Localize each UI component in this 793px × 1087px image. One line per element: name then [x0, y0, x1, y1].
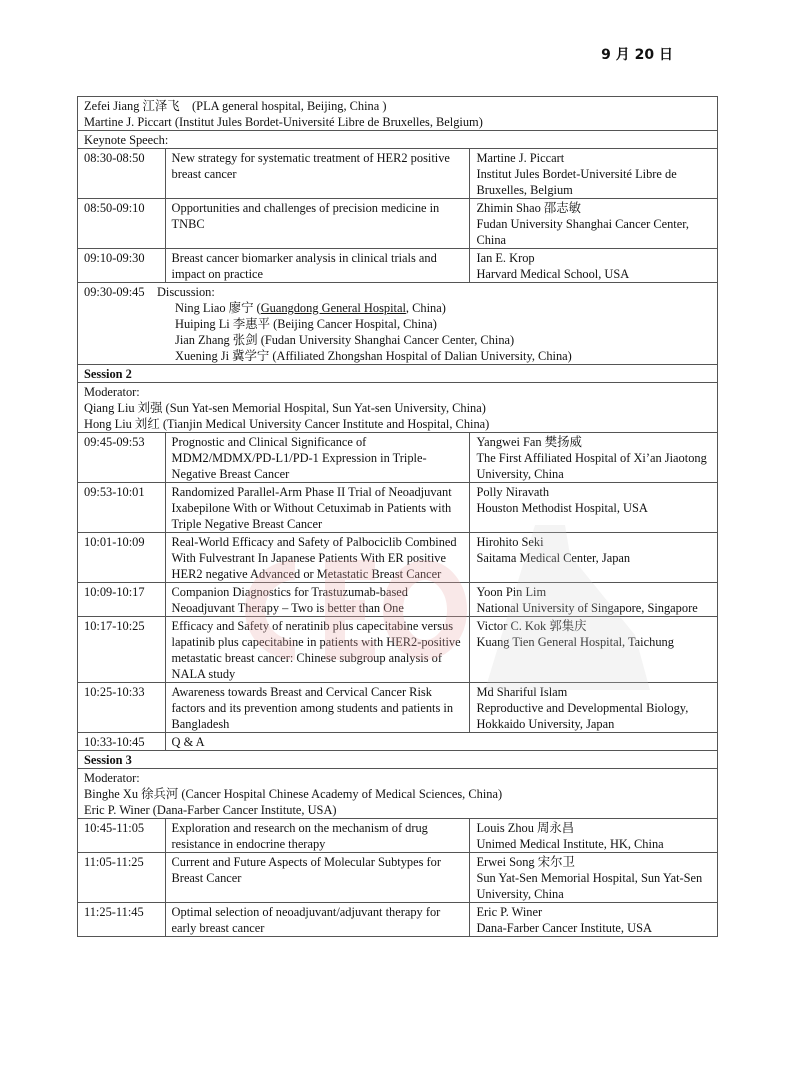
- discussant-4: Xuening Ji 冀学宁 (Affiliated Zhongshan Hospital of Dalian University, China): [175, 349, 572, 363]
- speaker-name: Martine J. Piccart: [476, 151, 565, 165]
- table-row: [78, 683, 718, 733]
- chair-2: Martine J. Piccart (Institut Jules Bordet-Université Libre de Bruxelles, Belgium): [84, 115, 483, 129]
- talk-time: 10:17-10:25: [78, 617, 166, 683]
- session-2-moderators-row: [78, 383, 718, 433]
- talk-time: 11:05-11:25: [78, 853, 166, 903]
- moderator-2: Eric P. Winer (Dana-Farber Cancer Institute, USA): [84, 803, 337, 817]
- session-2-title: Session 2: [78, 365, 718, 383]
- speaker-affiliation: Houston Methodist Hospital, USA: [476, 501, 648, 515]
- table-row: [78, 249, 718, 283]
- speaker-affiliation: Institut Jules Bordet-Université Libre de Bruxelles, Belgium: [476, 167, 677, 197]
- session-3-moderators: [78, 769, 718, 819]
- speaker-name: Ian E. Krop: [476, 251, 535, 265]
- discussant-1-name: Ning Liao 廖宁 (: [175, 301, 261, 315]
- session-2-moderators: [78, 383, 718, 433]
- discussant-2: Huiping Li 李惠平 (Beijing Cancer Hospital, China): [175, 317, 437, 331]
- talk-speaker-cell: [470, 533, 718, 583]
- talk-speaker-cell: [470, 249, 718, 283]
- talk-time: 10:01-10:09: [78, 533, 166, 583]
- talk-time: 10:25-10:33: [78, 683, 166, 733]
- talk-speaker-cell: [470, 149, 718, 199]
- speaker-affiliation: Harvard Medical School, USA: [476, 267, 630, 281]
- chair-1: Zefei Jiang 江泽飞 (PLA general hospital, Beijing, China ): [84, 99, 387, 113]
- talk-time: 09:10-09:30: [78, 249, 166, 283]
- qa-row: [78, 733, 718, 751]
- talk-time: 09:53-10:01: [78, 483, 166, 533]
- discussion-header: [84, 284, 711, 300]
- chairs-row: [78, 97, 718, 131]
- session-2-header-row: [78, 365, 718, 383]
- table-row: [78, 433, 718, 483]
- talk-title: Real-World Efficacy and Safety of Palbociclib Combined With Fulvestrant In Japanese Patients With ER positive HER2 negative Advanced or Metastatic Breast Cancer: [165, 533, 470, 583]
- talk-title: Breast cancer biomarker analysis in clinical trials and impact on practice: [165, 249, 470, 283]
- talk-speaker-cell: [470, 819, 718, 853]
- moderator-label: Moderator:: [84, 385, 140, 399]
- talk-speaker-cell: [470, 483, 718, 533]
- program-table: [77, 96, 718, 937]
- qa-time: 10:33-10:45: [78, 733, 166, 751]
- talk-title: Opportunities and challenges of precision medicine in TNBC: [165, 199, 470, 249]
- qa-label: Q & A: [165, 733, 717, 751]
- speaker-affiliation: Unimed Medical Institute, HK, China: [476, 837, 664, 851]
- talk-time: 10:09-10:17: [78, 583, 166, 617]
- talk-time: 10:45-11:05: [78, 819, 166, 853]
- table-row: [78, 853, 718, 903]
- talk-speaker-cell: [470, 583, 718, 617]
- speaker-affiliation: Fudan University Shanghai Cancer Center, China: [476, 217, 689, 247]
- table-row: [78, 199, 718, 249]
- speaker-affiliation: Dana-Farber Cancer Institute, USA: [476, 921, 652, 935]
- talk-title: Companion Diagnostics for Trastuzumab-based Neoadjuvant Therapy – Two is better than One: [165, 583, 470, 617]
- discussion-row: [78, 283, 718, 365]
- session-3-moderators-row: [78, 769, 718, 819]
- discussion-label: Discussion:: [156, 285, 215, 299]
- session-3-header-row: [78, 751, 718, 769]
- speaker-affiliation: Reproductive and Developmental Biology, Hokkaido University, Japan: [476, 701, 689, 731]
- speaker-name: Eric P. Winer: [476, 905, 543, 919]
- talk-title: Awareness towards Breast and Cervical Cancer Risk factors and its prevention among students and patients in Bangladesh: [165, 683, 470, 733]
- discussant-3: Jian Zhang 张剑 (Fudan University Shanghai Cancer Center, China): [175, 333, 515, 347]
- speaker-name: Zhimin Shao 邵志敏: [476, 201, 582, 215]
- talk-speaker-cell: [470, 683, 718, 733]
- speaker-name: Polly Niravath: [476, 485, 550, 499]
- keynote-label-row: [78, 131, 718, 149]
- talk-title: Current and Future Aspects of Molecular Subtypes for Breast Cancer: [165, 853, 470, 903]
- talk-title: Optimal selection of neoadjuvant/adjuvant therapy for early breast cancer: [165, 903, 470, 937]
- discussant-1-rest: , China): [405, 301, 446, 315]
- moderator-label: Moderator:: [84, 771, 140, 785]
- chairs-cell: [78, 97, 718, 131]
- speaker-name: Louis Zhou 周永昌: [476, 821, 575, 835]
- page-date: 9 月 20 日: [601, 47, 673, 63]
- table-row: [78, 583, 718, 617]
- talk-time: 08:30-08:50: [78, 149, 166, 199]
- moderator-2: Hong Liu 刘红 (Tianjin Medical University Cancer Institute and Hospital, China): [84, 417, 490, 431]
- table-row: [78, 483, 718, 533]
- moderator-1: Qiang Liu 刘强 (Sun Yat-sen Memorial Hospital, Sun Yat-sen University, China): [84, 401, 486, 415]
- speaker-name: Md Shariful Islam: [476, 685, 568, 699]
- speaker-name: Erwei Song 宋尔卫: [476, 855, 575, 869]
- talk-title: Efficacy and Safety of neratinib plus capecitabine versus lapatinib plus capecitabine in patients with HER2-positive metastatic breast cancer: Chinese subgroup analysis of NALA study: [165, 617, 470, 683]
- session-3-title: Session 3: [78, 751, 718, 769]
- table-row: [78, 149, 718, 199]
- discussant-1: [84, 300, 711, 316]
- speaker-affiliation: National University of Singapore, Singapore: [476, 601, 698, 615]
- hospital-link[interactable]: Guangdong General Hospital: [260, 301, 406, 315]
- table-row: [78, 617, 718, 683]
- talk-speaker-cell: [470, 903, 718, 937]
- speaker-name: Yangwei Fan 樊扬威: [476, 435, 582, 449]
- talk-title: New strategy for systematic treatment of HER2 positive breast cancer: [165, 149, 470, 199]
- moderator-1: Binghe Xu 徐兵河 (Cancer Hospital Chinese Academy of Medical Sciences, China): [84, 787, 503, 801]
- talk-speaker-cell: [470, 853, 718, 903]
- speaker-affiliation: Kuang Tien General Hospital, Taichung: [476, 635, 674, 649]
- talk-title: Randomized Parallel-Arm Phase II Trial of Neoadjuvant Ixabepilone With or Without Cetuximab in Patients with Triple Negative Breast Cancer: [165, 483, 470, 533]
- speaker-name: Hirohito Seki: [476, 535, 544, 549]
- table-row: [78, 903, 718, 937]
- talk-speaker-cell: [470, 433, 718, 483]
- discussion-cell: [78, 283, 718, 365]
- talk-time: 09:45-09:53: [78, 433, 166, 483]
- speaker-affiliation: Sun Yat-Sen Memorial Hospital, Sun Yat-Sen University, China: [476, 871, 703, 901]
- table-row: [78, 819, 718, 853]
- talk-speaker-cell: [470, 617, 718, 683]
- speaker-name: Victor C. Kok 郭集庆: [476, 619, 587, 633]
- table-row: [78, 533, 718, 583]
- talk-title: Exploration and research on the mechanism of drug resistance in endocrine therapy: [165, 819, 470, 853]
- talk-title: Prognostic and Clinical Significance of MDM2/MDMX/PD-L1/PD-1 Expression in Triple-Negative Breast Cancer: [165, 433, 470, 483]
- keynote-label: Keynote Speech:: [78, 131, 718, 149]
- speaker-affiliation: The First Affiliated Hospital of Xi’an Jiaotong University, China: [476, 451, 707, 481]
- talk-time: 08:50-09:10: [78, 199, 166, 249]
- discussion-time: 09:30-09:45: [84, 285, 145, 299]
- talk-speaker-cell: [470, 199, 718, 249]
- speaker-affiliation: Saitama Medical Center, Japan: [476, 551, 631, 565]
- talk-time: 11:25-11:45: [78, 903, 166, 937]
- speaker-name: Yoon Pin Lim: [476, 585, 547, 599]
